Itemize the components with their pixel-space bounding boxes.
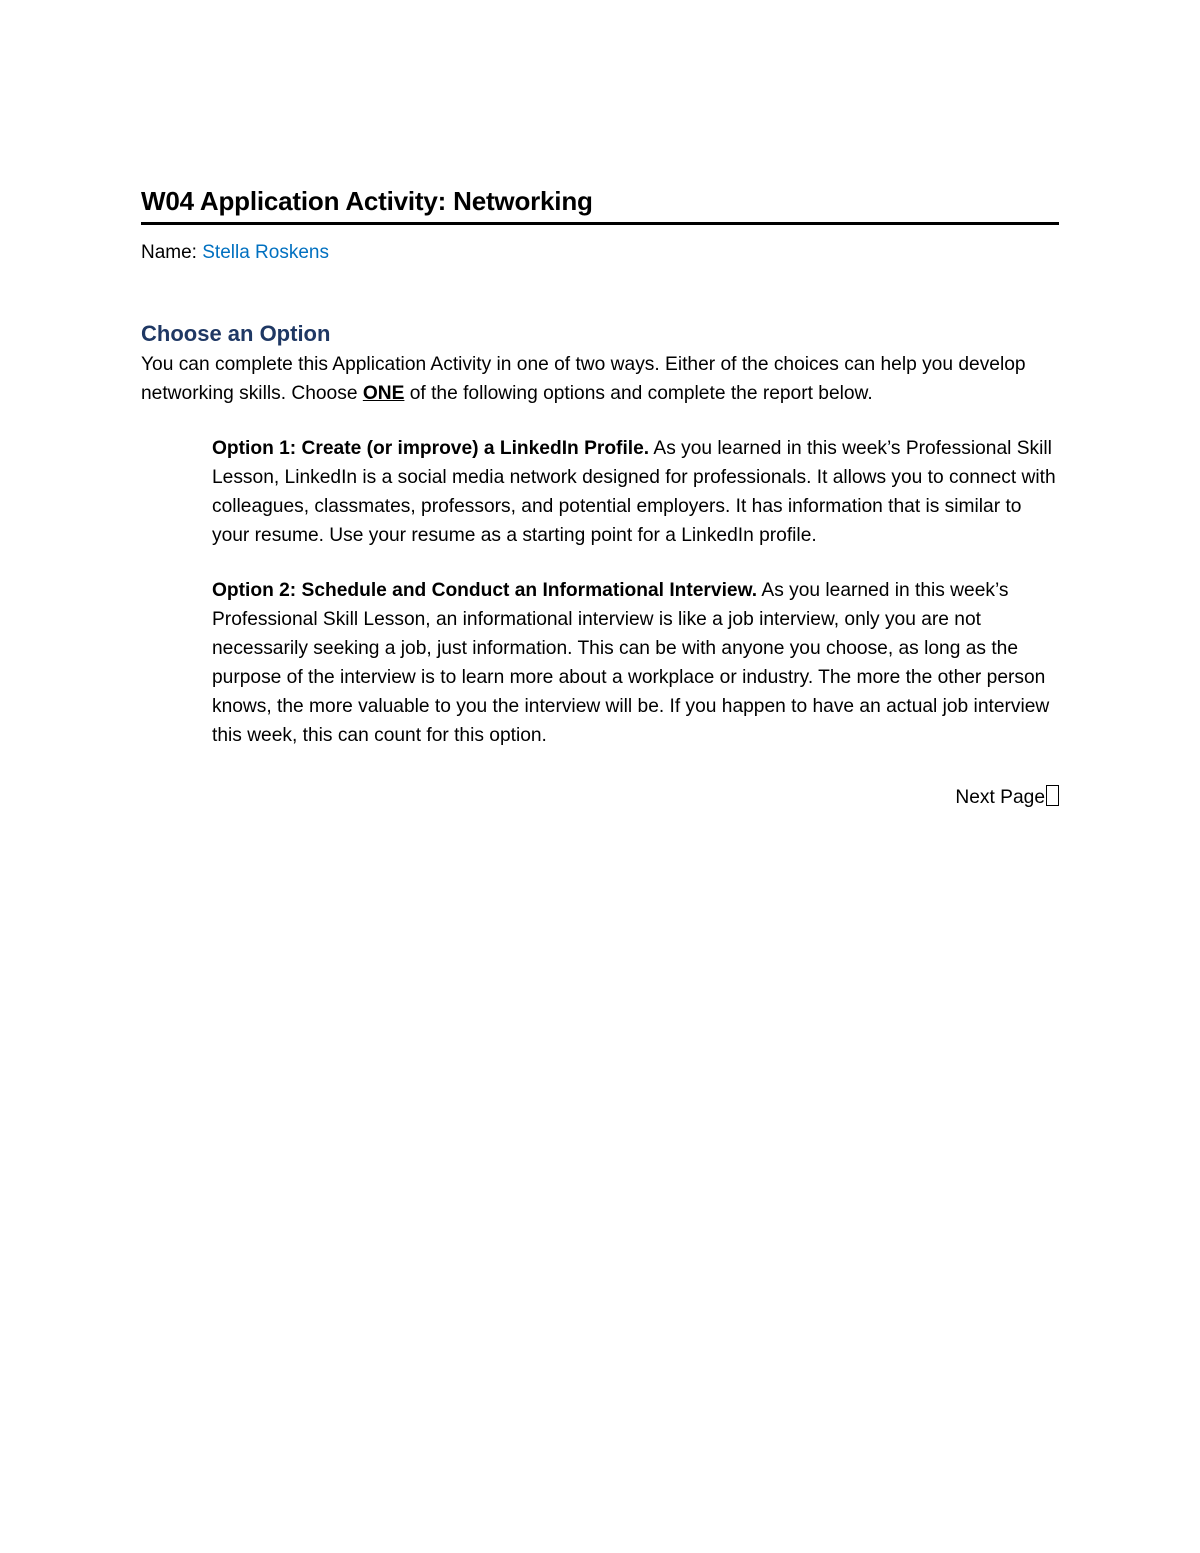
- intro-emphasis: ONE: [362, 383, 405, 404]
- intro-text-end: of the following options and complete the report below.: [404, 383, 873, 404]
- option-1-paragraph: [212, 434, 1059, 550]
- name-label: Name:: [141, 242, 197, 263]
- missing-glyph-arrow-icon: [1046, 785, 1059, 806]
- option-2-text: As you learned in this week’s Professional Skill Lesson, an informational interview is like a job interview, only you are not necessarily seeking a job, just information. This can be with anyone you choose, as long as the purpose of the interview is to learn more about a workplace or industry. The more the other person knows, the more valuable to you the interview will be. If you happen to have an actual job interview this week, this can count for this option.: [212, 580, 1050, 746]
- name-value: Stella Roskens: [202, 242, 329, 263]
- option-1-label: Option 1: Create (or improve) a LinkedIn Profile.: [212, 438, 650, 459]
- next-page-indicator: [141, 783, 1059, 812]
- option-2-paragraph: [212, 576, 1059, 750]
- name-line: [141, 239, 1059, 267]
- intro-paragraph: [141, 350, 1059, 408]
- option-1-text: As you learned in this week’s Professional Skill Lesson, LinkedIn is a social media network designed for professionals. It allows you to connect with colleagues, classmates, professors, and potential employers. It has information that is similar to your resume. Use your resume as a starting point for a LinkedIn profile.: [212, 438, 1056, 546]
- section-heading: Choose an Option: [141, 321, 331, 346]
- title-underline-rule: [141, 222, 1059, 225]
- option-2-label: Option 2: Schedule and Conduct an Informational Interview.: [212, 580, 758, 601]
- document-page: [141, 180, 1059, 812]
- intro-text-start: You can complete this Application Activity in one of two ways. Either of the choices can help you develop networking skills. Choose: [141, 354, 1026, 404]
- next-page-label: Next Page: [955, 787, 1045, 808]
- document-title: W04 Application Activity: Networking: [141, 186, 593, 216]
